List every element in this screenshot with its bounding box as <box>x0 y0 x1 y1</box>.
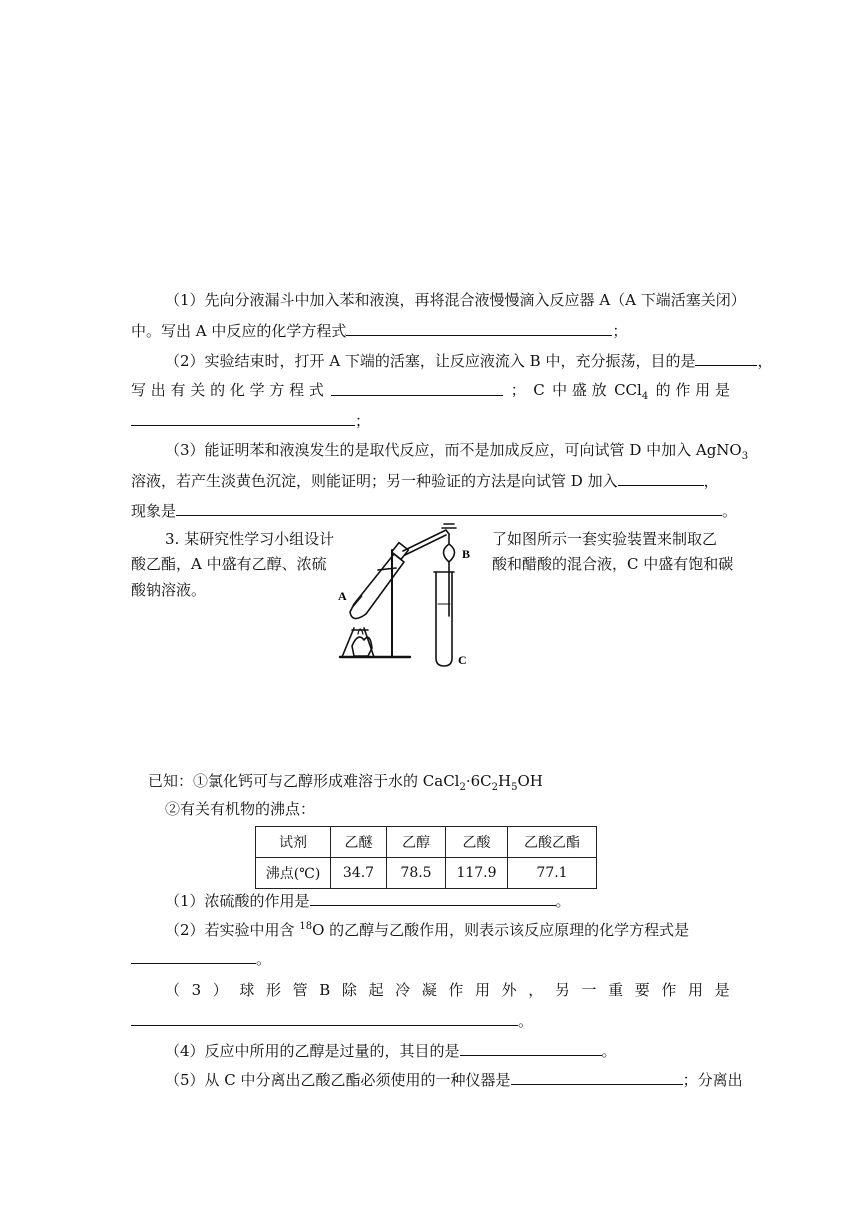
q2-p3-text-b1: 溶液，若产生淡黄色沉淀，则能证明；另一种验证的方法是向试管 D 加入 <box>131 472 618 490</box>
tube-a-liquid <box>352 596 362 608</box>
q3-sq3-char: 冷 <box>395 981 411 999</box>
q3-sq1-blank[interactable] <box>310 890 556 906</box>
q3-sq3-char: 起 <box>368 981 384 999</box>
q2-p2-text-b3: C <box>533 381 545 399</box>
table-header-cell: 乙醚 <box>331 827 387 858</box>
table-row <box>256 858 597 889</box>
q2-p2-text-b2: ； <box>510 381 526 399</box>
q3-known-2: ②有关有机物的沸点： <box>165 800 316 818</box>
q3-sq3-char: 球 <box>239 981 255 999</box>
q3-sq4 <box>165 1040 617 1061</box>
q2-p2-ccl4 <box>614 380 648 400</box>
q3-sq3-char: 要 <box>634 981 650 999</box>
q2-p3-text-c1: 现象是 <box>131 502 177 520</box>
q3-sq5 <box>165 1069 743 1090</box>
apparatus-figure <box>338 508 488 668</box>
q3-sq2-b: O 的乙醇与乙酸作用，则表示该反应原理的化学方程式是 <box>312 921 690 939</box>
q3-sq1-end: 。 <box>555 892 571 910</box>
table-cell: 78.5 <box>387 858 446 889</box>
table-cell: 34.7 <box>331 858 387 889</box>
q3-intro-left-3: 酸钠溶液。 <box>131 581 207 599</box>
q3-sq5-text: （5）从 C 中分离出乙酸乙酯必须使用的一种仪器是 <box>165 1071 511 1089</box>
q3-intro-right-1: 了如图所示一套实验装置来制取乙 <box>492 530 718 548</box>
bulb-b-top <box>442 524 456 528</box>
q3-known-1-sub2: 2 <box>491 782 499 793</box>
q2-p3-line2 <box>131 470 719 491</box>
q2-p3-text-a <box>165 440 748 460</box>
label-c: C <box>458 653 467 667</box>
q3-intro-right-2: 酸和醋酸的混合液，C 中盛有饱和碳 <box>492 555 734 573</box>
q2-p3-line1 <box>165 440 749 462</box>
q3-sq2-blank[interactable] <box>131 948 256 964</box>
q3-sq3-char: ， <box>528 981 544 999</box>
q3-sq3-char: 作 <box>448 981 464 999</box>
table-header-cell: 乙醇 <box>387 827 446 858</box>
q3-sq1-text: （1）浓硫酸的作用是 <box>165 892 310 910</box>
q3-sq5-end: ；分离出 <box>682 1071 743 1089</box>
q2-p3-text-a1: （3）能证明苯和液溴发生的是取代反应，而不是加成反应，可向试管 D 中加入 AgNO <box>165 441 742 459</box>
q2-p1-line2 <box>131 320 627 341</box>
q3-sq3-char: 作 <box>661 981 677 999</box>
q3-sq3-char: 外 <box>501 981 517 999</box>
q2-p2-text-b4: 中 盛 放 <box>552 381 607 399</box>
burner <box>352 637 372 656</box>
q2-p3-text-c2: 。 <box>722 502 738 520</box>
q3-known-1-c: H <box>498 772 512 790</box>
q3-sq3-char: 是 <box>714 981 730 999</box>
q2-p3-reagent-blank[interactable] <box>618 470 704 486</box>
q2-p1-text-b: 中。写出 A 中反应的化学方程式 <box>131 322 347 340</box>
q2-p2-line1 <box>165 350 773 371</box>
q3-sq5-blank[interactable] <box>511 1069 683 1085</box>
q3-sq2-sup: 18 <box>299 921 313 932</box>
label-a: A <box>338 589 347 603</box>
q2-p2-text-a1: （2）实验结束时，打开 A 下端的活塞，让反应液流入 B 中，充分振荡，目的是 <box>165 352 696 370</box>
q3-sq2-line1 <box>165 920 730 940</box>
q3-sq3-char: 管 <box>292 981 308 999</box>
q3-sq3-char: 重 <box>608 981 624 999</box>
label-b: B <box>462 547 471 561</box>
table-row-label: 沸点(℃) <box>256 858 331 889</box>
q3-known-1-d: OH <box>517 772 543 790</box>
q3-sq3-char: 用 <box>688 981 704 999</box>
table-header-row <box>256 827 597 858</box>
q3-known-1-sub1: 2 <box>459 782 466 793</box>
q2-p2-ccl4-role-blank[interactable] <box>131 410 355 426</box>
q2-p2-line3 <box>131 410 370 431</box>
table-header-cell: 乙酸 <box>446 827 508 858</box>
q3-sq2-a: （2）若实验中用含 <box>165 921 295 939</box>
q3-sq3-line1 <box>165 980 730 1000</box>
q2-p2-text-a2: ， <box>757 352 773 370</box>
q3-known-1-a: 已知：①氯化钙可与乙醇形成难溶于水的 CaCl <box>148 772 460 790</box>
q3-sq3-char: 除 <box>341 981 357 999</box>
q3-sq2-line2 <box>131 948 271 969</box>
q3-sq2-text <box>165 920 689 940</box>
q3-sq3-blank[interactable] <box>131 1010 518 1026</box>
q2-p2-text-b6: 的 作 用 是 <box>655 381 730 399</box>
q2-p2-line2 <box>131 380 730 400</box>
q3-intro-left-2: 酸乙酯，A 中盛有乙醇、浓硫 <box>131 555 327 573</box>
delivery-tube-inner <box>405 535 446 555</box>
q3-sq3-char: 一 <box>581 981 597 999</box>
q2-p2-ccl4-sub: 4 <box>641 391 649 402</box>
q3-sq3-char: 形 <box>266 981 282 999</box>
q2-p3-text-b2: ， <box>703 472 719 490</box>
q3-sq1 <box>165 890 571 911</box>
q2-p2-ccl4-text: CCl <box>614 381 642 399</box>
table-cell: 117.9 <box>446 858 508 889</box>
q3-sq3-end: 。 <box>518 1012 534 1030</box>
q3-sq3-char: 凝 <box>421 981 437 999</box>
q3-sq3-char: 用 <box>475 981 491 999</box>
q2-p2-text-c: ； <box>355 412 371 430</box>
q3-sq3-char: （ <box>165 981 181 999</box>
q3-sq4-end: 。 <box>601 1042 617 1060</box>
q3-sq3-char: 另 <box>554 981 570 999</box>
q3-sq4-text: （4）反应中所用的乙醇是过量的，其目的是 <box>165 1042 460 1060</box>
tube-a <box>350 554 404 619</box>
q2-p1-text-c: ； <box>612 322 628 340</box>
q3-sq2-end: 。 <box>256 950 272 968</box>
q2-p1-line1 <box>165 290 746 310</box>
q3-sq3-char: B <box>319 981 331 999</box>
q3-sq3-line2 <box>131 1010 533 1031</box>
q3-intro-left-1: 3. 某研究性学习小组设计 <box>165 530 335 548</box>
q3-sq3-char: ） <box>212 981 228 999</box>
q3-known-1-b: ·6C <box>465 772 492 790</box>
boiling-point-table <box>255 826 597 889</box>
bulb-tube-b <box>444 534 455 562</box>
q2-p1-text-a: （1）先向分液漏斗中加入苯和液溴，再将混合液慢慢滴入反应器 A（A 下端活塞关闭） <box>165 291 746 309</box>
q3-known-1-sub3: 5 <box>511 782 518 793</box>
table-header-cell: 试剂 <box>256 827 331 858</box>
table-header-cell: 乙酸乙酯 <box>508 827 597 858</box>
delivery-tube <box>403 530 449 551</box>
q2-p3-agno3-sub: 3 <box>741 451 749 462</box>
q2-p2-equation-blank[interactable] <box>331 380 503 396</box>
q3-sq4-blank[interactable] <box>460 1040 602 1056</box>
q2-p2-text-b1: 写 出 有 关 的 化 学 方 程 式 <box>131 381 324 399</box>
table-cell: 77.1 <box>508 858 597 889</box>
q3-known-1 <box>148 771 543 791</box>
q2-p1-answer-blank[interactable] <box>346 320 612 336</box>
q3-sq3-char: 3 <box>191 981 202 999</box>
stopper <box>392 543 409 560</box>
q2-p2-purpose-blank[interactable] <box>695 350 757 366</box>
